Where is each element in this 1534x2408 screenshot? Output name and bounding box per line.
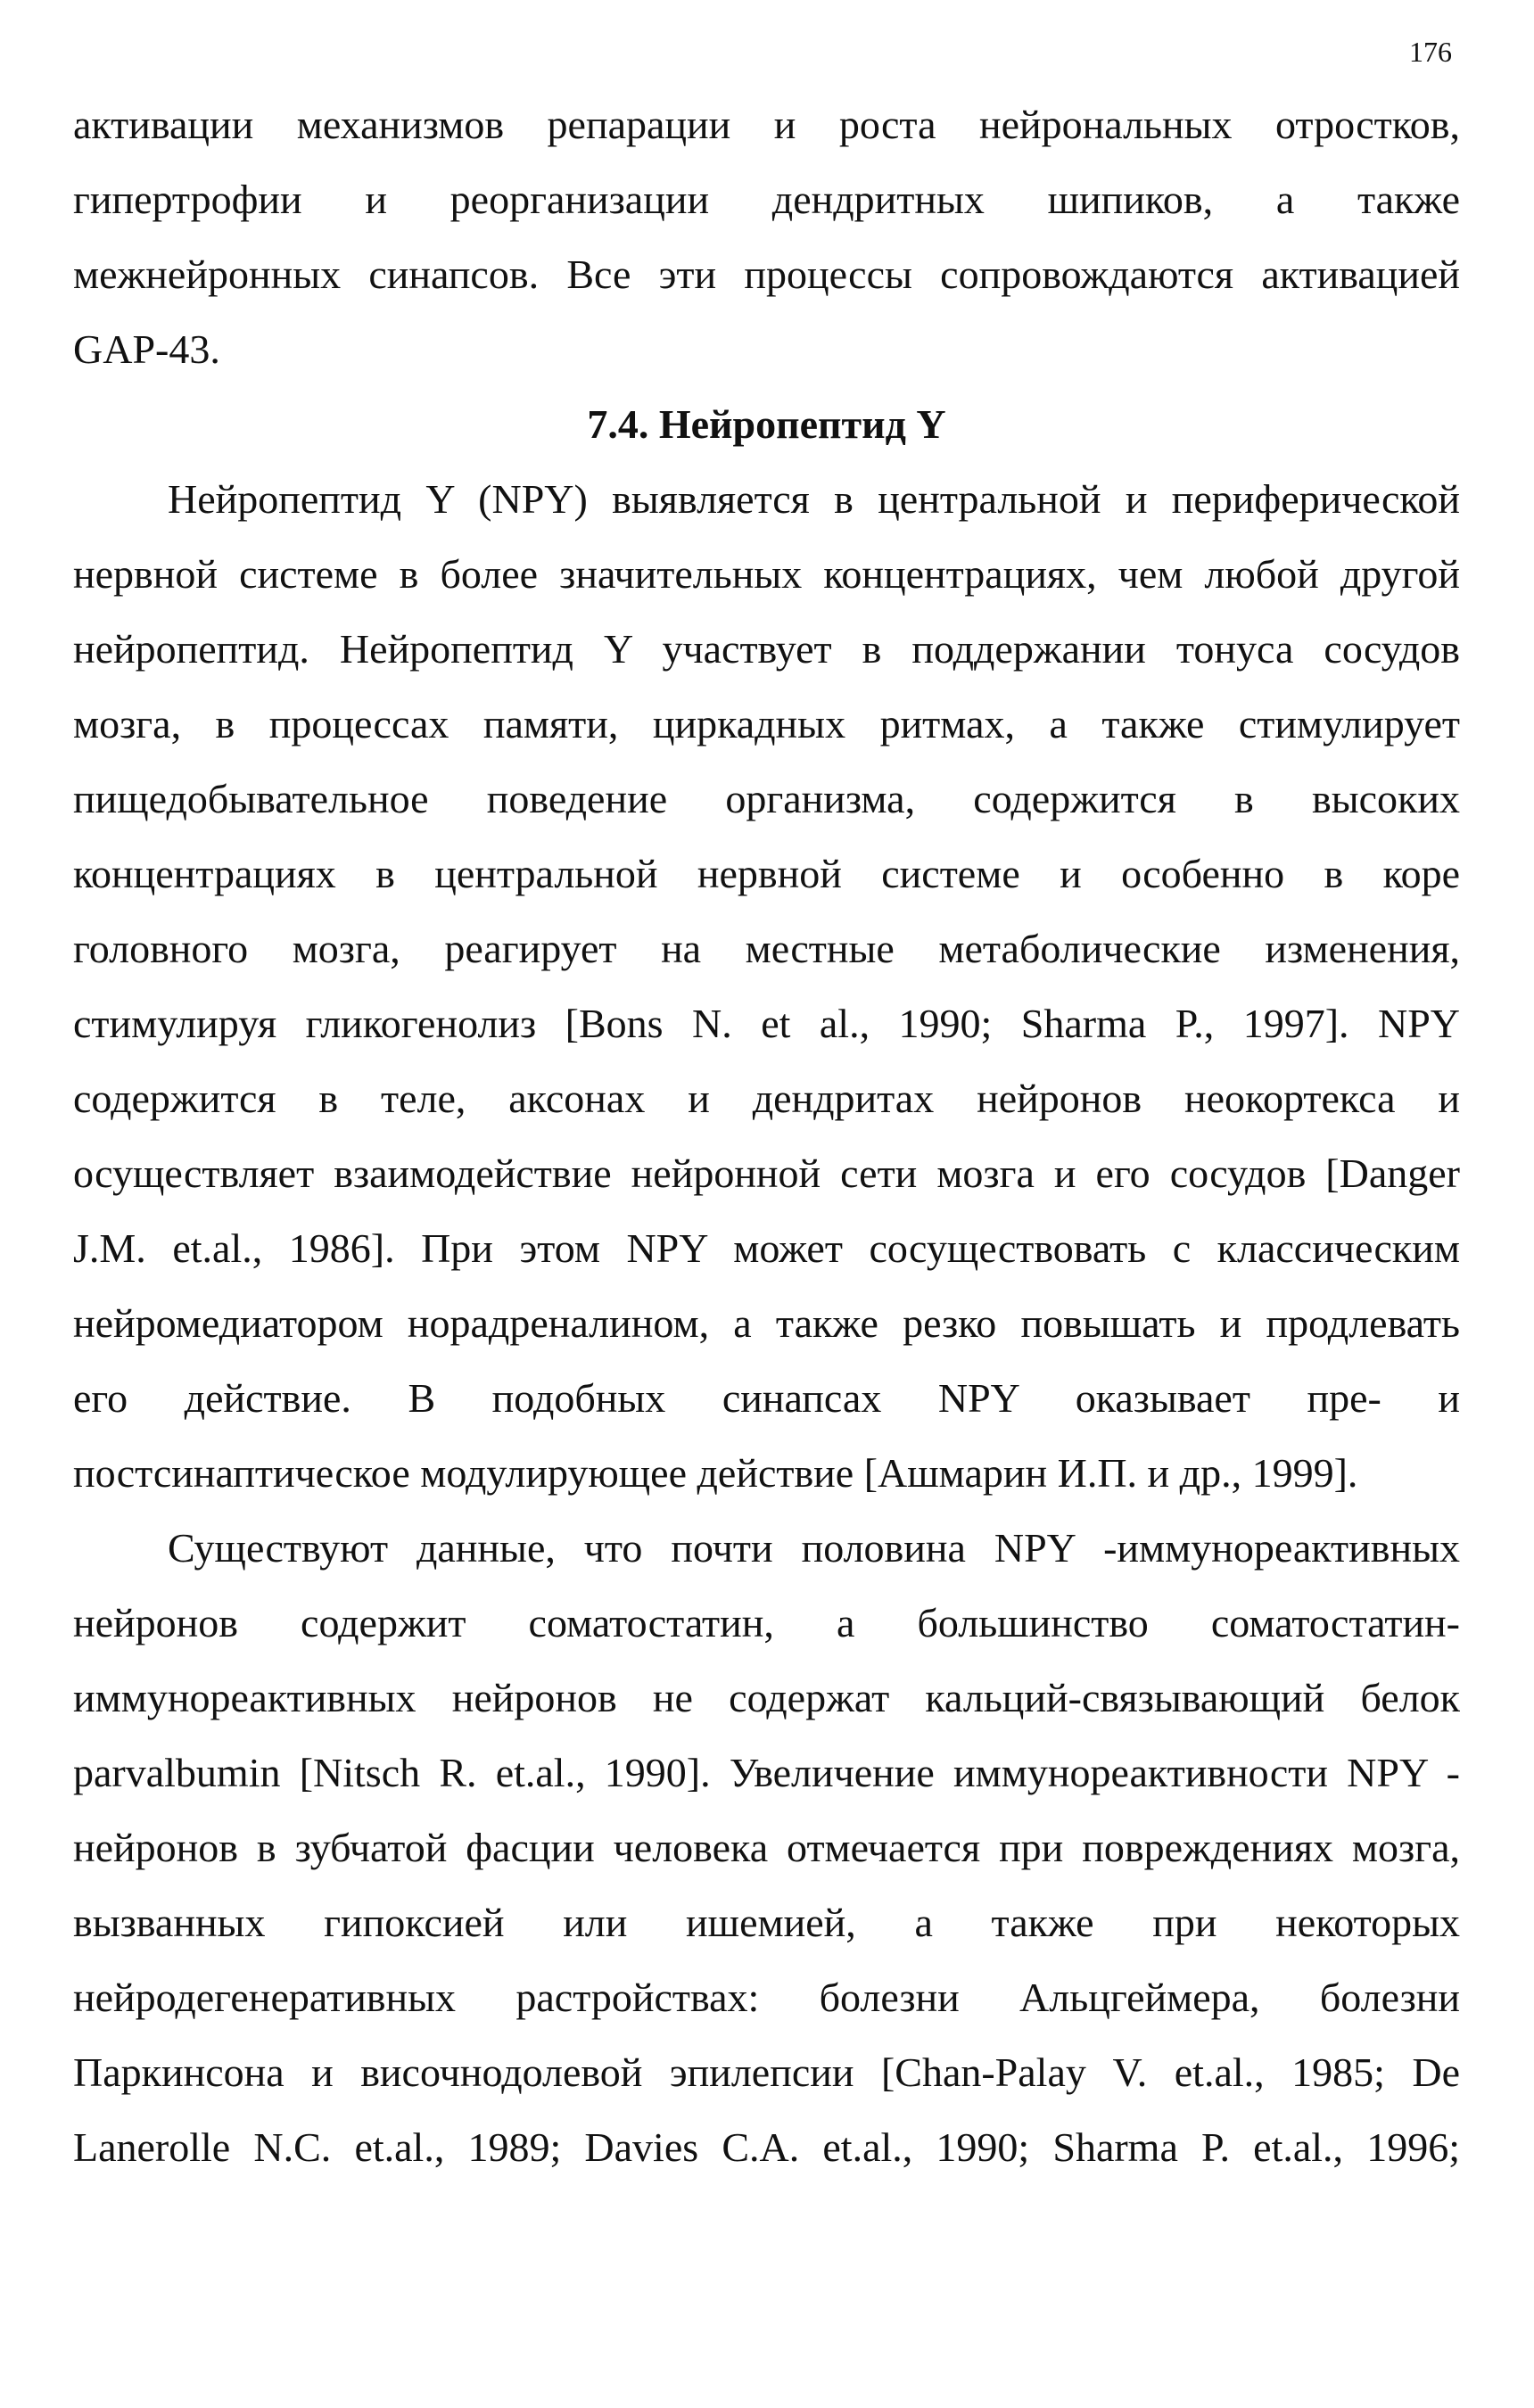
page-number: 176 [1409, 36, 1452, 68]
text-line: Существуют данные, что почти половина NPY -иммунореактивных [168, 1525, 1460, 1571]
text-line: постсинаптическое модулирующее действие [Ашмарин И.П. и др., 1999]. [73, 1450, 1358, 1496]
text-line: нейродегенеративных растройствах: болезни Альцгеймера, болезни [73, 1975, 1460, 2020]
text-line: нейропептид. Нейропептид Y участвует в поддержании тонуса сосудов [73, 626, 1460, 672]
paragraph-npy-overview [73, 462, 1460, 1511]
text-line: Паркинсона и височнодолевой эпилепсии [Chan-Palay V. et.al., 1985; De [73, 2049, 1460, 2095]
text-line: J.M. et.al., 1986]. При этом NPY может сосуществовать с классическим [73, 1225, 1460, 1271]
text-line: пищедобывательное поведение организма, содержится в высоких [73, 776, 1460, 821]
text-line: активации механизмов репарации и роста нейрональных отростков, [73, 102, 1460, 147]
text-line: мозга, в процессах памяти, циркадных ритмах, а также стимулирует [73, 701, 1460, 746]
section-heading: 7.4. Нейропептид Y [587, 401, 946, 447]
text-line: нейромедиатором норадреналином, а также резко повышать и продлевать [73, 1300, 1460, 1346]
text-line: головного мозга, реагирует на местные метаболические изменения, [73, 926, 1460, 971]
text-line: межнейронных синапсов. Все эти процессы сопровождаются активацией [73, 252, 1460, 297]
text-line: иммунореактивных нейронов не содержат кальций-связывающий белок [73, 1675, 1460, 1720]
text-line: содержится в теле, аксонах и дендритах нейронов неокортекса и [73, 1076, 1460, 1121]
text-line: нейронов содержит соматостатин, а большинство соматостатин- [73, 1600, 1460, 1645]
paragraph-npy-neurons [73, 1511, 1460, 2185]
continuation-paragraph [73, 87, 1460, 387]
text-line: гипертрофии и реорганизации дендритных шипиков, а также [73, 177, 1460, 222]
text-line: Нейропептид Y (NPY) выявляется в центральной и периферической [168, 476, 1460, 522]
text-line: нейронов в зубчатой фасции человека отмечается при повреждениях мозга, [73, 1825, 1460, 1870]
text-line: его действие. В подобных синапсах NPY оказывает пре- и [73, 1375, 1460, 1421]
text-line: нервной системе в более значительных концентрациях, чем любой другой [73, 551, 1460, 597]
text-line: концентрациях в центральной нервной системе и особенно в коре [73, 851, 1460, 896]
text-line: вызванных гипоксией или ишемией, а также при некоторых [73, 1900, 1460, 1945]
text-line: parvalbumin [Nitsch R. et.al., 1990]. Увеличение иммунореактивности NPY - [73, 1750, 1460, 1795]
text-line: GAP-43. [73, 326, 220, 372]
page-body [73, 87, 1460, 2185]
text-line: осуществляет взаимодействие нейронной сети мозга и его сосудов [Danger [73, 1150, 1460, 1196]
text-line: стимулируя гликогенолиз [Bons N. et al., 1990; Sharma P., 1997]. NPY [73, 1001, 1460, 1046]
text-line: Lanerolle N.C. et.al., 1989; Davies C.A. et.al., 1990; Sharma P. et.al., 1996; [73, 2124, 1460, 2170]
